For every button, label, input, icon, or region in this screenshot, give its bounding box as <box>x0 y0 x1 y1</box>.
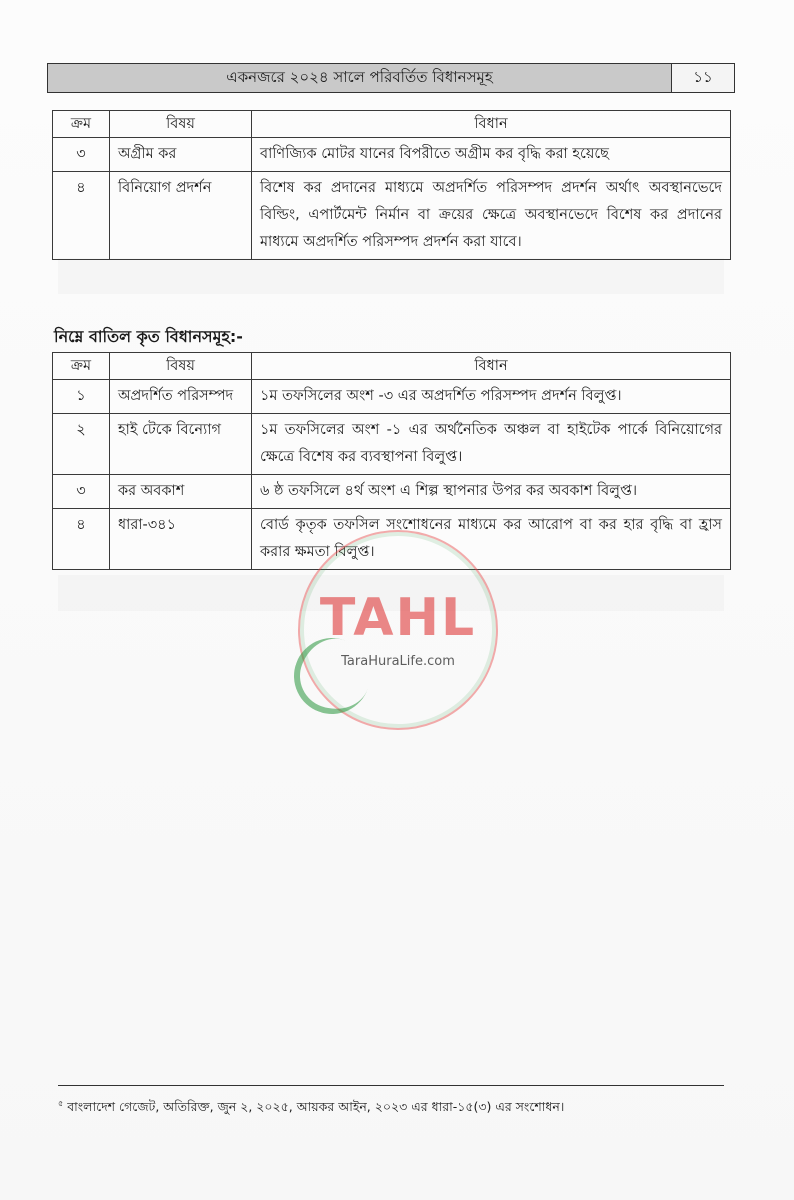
cell-provision: ১ম তফসিলের অংশ -১ এর অর্থনৈতিক অঞ্চল বা হাইটেক পার্কে বিনিয়োগের ক্ষেত্রে বিশেষ কর ব্যবস্থাপনা বিলুপ্ত। <box>252 414 731 475</box>
cell-serial: ৩ <box>53 138 110 172</box>
cell-provision: বোর্ড কৃতৃক তফসিল সংশোধনের মাধ্যমে কর আরোপ বা কর হার বৃদ্ধি বা হ্রাস করার ক্ষমতা বিলুপ্ত। <box>252 509 731 570</box>
column-header-subject: বিষয় <box>110 111 252 138</box>
cell-subject: অগ্রীম কর <box>110 138 252 172</box>
page-number: ১১ <box>672 64 734 92</box>
table-row <box>53 380 731 414</box>
cell-serial: ২ <box>53 414 110 475</box>
footnote <box>58 1098 564 1119</box>
watermark-seal <box>298 530 498 730</box>
cell-provision: বাণিজ্যিক মোটর যানের বিপরীতে অগ্রীম কর বৃদ্ধি করা হয়েছে <box>252 138 731 172</box>
bleed-shade <box>58 258 724 294</box>
cell-provision: ১ম তফসিলের অংশ -৩ এর অপ্রদর্শিত পরিসম্পদ প্রদর্শন বিলুপ্ত। <box>252 380 731 414</box>
table-row <box>53 414 731 475</box>
watermark-logo: TAHL <box>319 587 477 648</box>
cell-serial: ৩ <box>53 475 110 509</box>
column-header-serial: ক্রম <box>53 353 110 380</box>
cell-subject: হাই টেকে বিন্যোগ <box>110 414 252 475</box>
column-header-subject: বিষয় <box>110 353 252 380</box>
section-heading: নিম্নে বাতিল কৃত বিধানসমূহ:- <box>54 327 243 346</box>
cell-serial: ৪ <box>53 509 110 570</box>
table-row <box>53 138 731 172</box>
watermark-site: TaraHuraLife.com <box>341 653 455 669</box>
cell-subject: কর অবকাশ <box>110 475 252 509</box>
header-title: একনজরে ২০২৪ সালে পরিবর্তিত বিধানসমূহ <box>48 64 672 92</box>
table-row <box>53 475 731 509</box>
running-header <box>47 63 735 93</box>
table-header-row <box>53 111 731 138</box>
cell-subject: বিনিয়োগ প্রদর্শন <box>110 172 252 260</box>
cell-provision: বিশেষ কর প্রদানের মাধ্যমে অপ্রদর্শিত পরিসম্পদ প্রদর্শন অর্থাৎ অবস্থানভেদে বিল্ডিং, এপার্টমেন্ট নির্মান বা ক্রয়ের ক্ষেত্রে অবস্থানভেদে বিশেষ কর প্রদানের মাধ্যমে অপ্রদর্শিত পরিসম্পদ প্রদর্শন করা যাবে। <box>252 172 731 260</box>
column-header-provision: বিধান <box>252 353 731 380</box>
cell-serial: ১ <box>53 380 110 414</box>
cell-subject: অপ্রদর্শিত পরিসম্পদ <box>110 380 252 414</box>
column-header-serial: ক্রম <box>53 111 110 138</box>
cell-serial: ৪ <box>53 172 110 260</box>
cell-subject: ধারা-৩৪১ <box>110 509 252 570</box>
footnote-text: বাংলাদেশ গেজেট, অতিরিক্ত, জুন ২, ২০২৫, আয়কর আইন, ২০২৩ এর ধারা-১৫(৩) এর সংশোধন। <box>67 1099 565 1115</box>
table-header-row <box>53 353 731 380</box>
footnote-divider <box>58 1085 724 1086</box>
footnote-marker: ৫ <box>58 1099 64 1108</box>
changed-provisions-table <box>52 110 731 260</box>
cell-provision: ৬ ষ্ঠ তফসিলে ৪র্থ অংশ এ শিল্প স্থাপনার উপর কর অবকাশ বিলুপ্ত। <box>252 475 731 509</box>
column-header-provision: বিধান <box>252 111 731 138</box>
table-row <box>53 172 731 260</box>
